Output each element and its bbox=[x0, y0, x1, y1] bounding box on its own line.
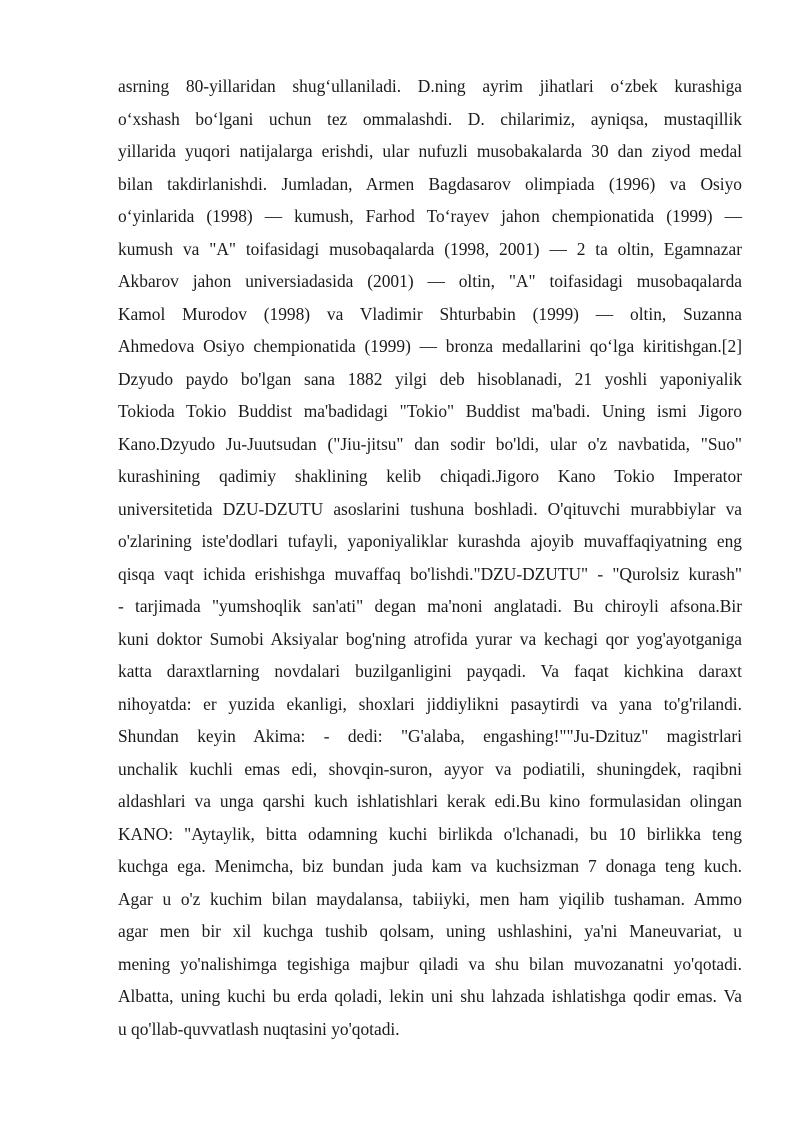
text-line: qisqa vaqt ichida erishishga muvaffaq bo'lishdi."DZU-DZUTU" - "Qurolsiz kurash" bbox=[118, 563, 742, 584]
text-line: o'zlarining iste'dodlari tufayli, yaponiyaliklar kurashda ajoyib muvaffaqiyatning eng bbox=[118, 531, 742, 551]
text-line: katta daraxtlarning novdalari buzilganligini payqadi. Va faqat kichkina daraxt bbox=[118, 661, 742, 681]
text-line: Kano.Dzyudo Ju-Juutsudan ("Jiu-jitsu" dan sodir bo'ldi, ular o'z navbatida, "Suo" bbox=[118, 433, 742, 454]
text-line: unchalik kuchli emas edi, shovqin-suron, ayyor va podiatili, shuningdek, raqibni bbox=[118, 758, 742, 779]
document-body bbox=[118, 70, 742, 1045]
text-line: kuni doktor Sumobi Aksiyalar bog'ning atrofida yurar va kechagi qor yog'ayotganiga bbox=[118, 628, 742, 649]
text-line: - tarjimada "yumshoqlik san'ati" degan ma'noni anglatadi. Bu chiroyli afsona.Bir bbox=[118, 596, 742, 616]
text-line: Kamol Murodov (1998) va Vladimir Shturbabin (1999) — oltin, Suzanna bbox=[118, 303, 742, 324]
text-line: kurashining qadimiy shaklining kelib chiqadi.Jigoro Kano Tokio Imperator bbox=[118, 466, 742, 486]
text-line: Dzyudo paydo bo'lgan sana 1882 yilgi deb hisoblanadi, 21 yoshli yaponiyalik bbox=[118, 368, 742, 389]
text-line: bilan takdirlanishdi. Jumladan, Armen Bagdasarov olimpiada (1996) va Osiyo bbox=[118, 173, 742, 194]
text-line: universitetida DZU-DZUTU asoslarini tushuna boshladi. O'qituvchi murabbiylar va bbox=[118, 498, 742, 519]
text-line: agar men bir xil kuchga tushib qolsam, uning ushlashini, ya'ni Maneuvariat, u bbox=[118, 921, 742, 941]
text-line: Albatta, uning kuchi bu erda qoladi, lekin uni shu lahzada ishlatishga qodir emas. Va bbox=[118, 986, 742, 1006]
text-line: o‘yinlarida (1998) — kumush, Farhod To‘rayev jahon chempionatida (1999) — bbox=[118, 206, 742, 226]
text-line: kuchga ega. Menimcha, biz bundan juda kam va kuchsizman 7 donaga teng kuch. bbox=[118, 856, 742, 876]
text-line: Akbarov jahon universiadasida (2001) — oltin, "A" toifasidagi musobaqalarda bbox=[118, 271, 742, 291]
text-line: u qo'llab-quvvatlash nuqtasini yo'qotadi. bbox=[118, 1018, 400, 1039]
text-line: Shundan keyin Akima: - dedi: "G'alaba, engashing!""Ju-Dzituz" magistrlari bbox=[118, 726, 742, 746]
text-line: KANO: "Aytaylik, bitta odamning kuchi birlikda o'lchanadi, bu 10 birlikka teng bbox=[118, 823, 742, 844]
text-line: aldashlari va unga qarshi kuch ishlatishlari kerak edi.Bu kino formulasidan olingan bbox=[118, 791, 742, 811]
text-line: o‘xshash bo‘lgani uchun tez ommalashdi. D. chilarimiz, ayniqsa, mustaqillik bbox=[118, 108, 742, 129]
text-line: mening yo'nalishimga tegishiga majbur qiladi va shu bilan muvozanatni yo'qotadi. bbox=[118, 953, 742, 974]
text-line: yillarida yuqori natijalarga erishdi, ular nufuzli musobakalarda 30 dan ziyod medal bbox=[118, 141, 742, 161]
text-line: kumush va "A" toifasidagi musobaqalarda (1998, 2001) — 2 ta oltin, Egamnazar bbox=[118, 238, 742, 259]
text-line: Tokioda Tokio Buddist ma'badidagi "Tokio" Buddist ma'badi. Uning ismi Jigoro bbox=[118, 401, 742, 421]
text-line: asrning 80-yillaridan shug‘ullaniladi. D.ning ayrim jihatlari o‘zbek kurashiga bbox=[118, 76, 742, 96]
text-line: nihoyatda: er yuzida ekanligi, shoxlari jiddiylikni pasaytirdi va yana to'g'rilandi. bbox=[118, 693, 742, 714]
text-line: Ahmedova Osiyo chempionatida (1999) — bronza medallarini qo‘lga kiritishgan.[2] bbox=[118, 336, 742, 356]
text-line: Agar u o'z kuchim bilan maydalansa, tabiiyki, men ham yiqilib tushaman. Ammo bbox=[118, 888, 742, 909]
